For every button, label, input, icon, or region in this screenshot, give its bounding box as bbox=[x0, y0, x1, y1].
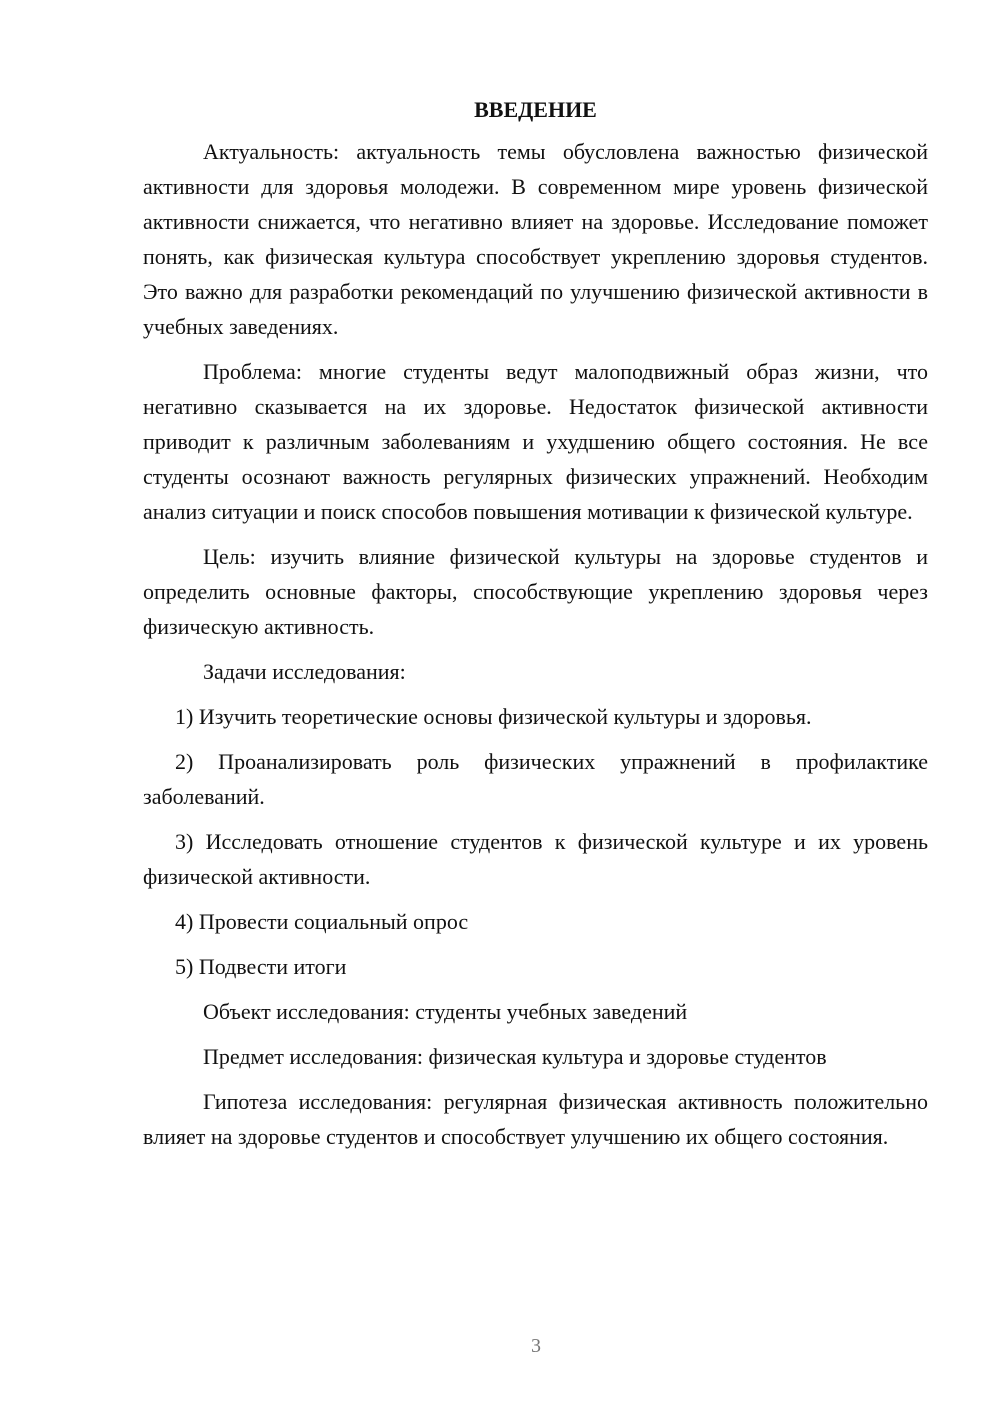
page-title: ВВЕДЕНИЕ bbox=[474, 97, 597, 122]
task-item: 3) Исследовать отношение студентов к физической культуре и их уровень физической активности. bbox=[143, 829, 928, 889]
problem-paragraph: Проблема: многие студенты ведут малоподвижный образ жизни, что негативно сказывается на их здоровье. Недостаток физической активности приводит к различным заболеваниям и ухудшению общего состояния. Не все студенты осознают важность регулярных физических упражнений. Необходим анализ ситуации и поиск способов повышения мотивации к физической культуре. bbox=[143, 359, 928, 524]
task-item: 2) Проанализировать роль физических упражнений в профилактике заболеваний. bbox=[143, 749, 928, 809]
task-item: 4) Провести социальный опрос bbox=[175, 909, 469, 934]
page-content bbox=[143, 95, 928, 1164]
task-item: 5) Подвести итоги bbox=[175, 954, 347, 979]
hypothesis-paragraph: Гипотеза исследования: регулярная физическая активность положительно влияет на здоровье студентов и способствует улучшению их общего состояния. bbox=[143, 1089, 928, 1149]
relevance-paragraph: Актуальность: актуальность темы обусловлена важностью физической активности для здоровья молодежи. В современном мире уровень физической активности снижается, что негативно влияет на здоровье. Исследование поможет понять, как физическая культура способствует укреплению здоровья студентов. Это важно для разработки рекомендаций по улучшению физической активности в учебных заведениях. bbox=[143, 139, 928, 339]
goal-paragraph: Цель: изучить влияние физической культуры на здоровье студентов и определить основные факторы, способствующие укреплению здоровья через физическую активность. bbox=[143, 544, 928, 639]
tasks-heading: Задачи исследования: bbox=[203, 659, 406, 684]
task-item: 1) Изучить теоретические основы физической культуры и здоровья. bbox=[175, 704, 812, 729]
object-paragraph: Объект исследования: студенты учебных заведений bbox=[203, 999, 688, 1024]
subject-paragraph: Предмет исследования: физическая культура и здоровье студентов bbox=[203, 1044, 827, 1069]
page-number: 3 bbox=[531, 1335, 541, 1357]
